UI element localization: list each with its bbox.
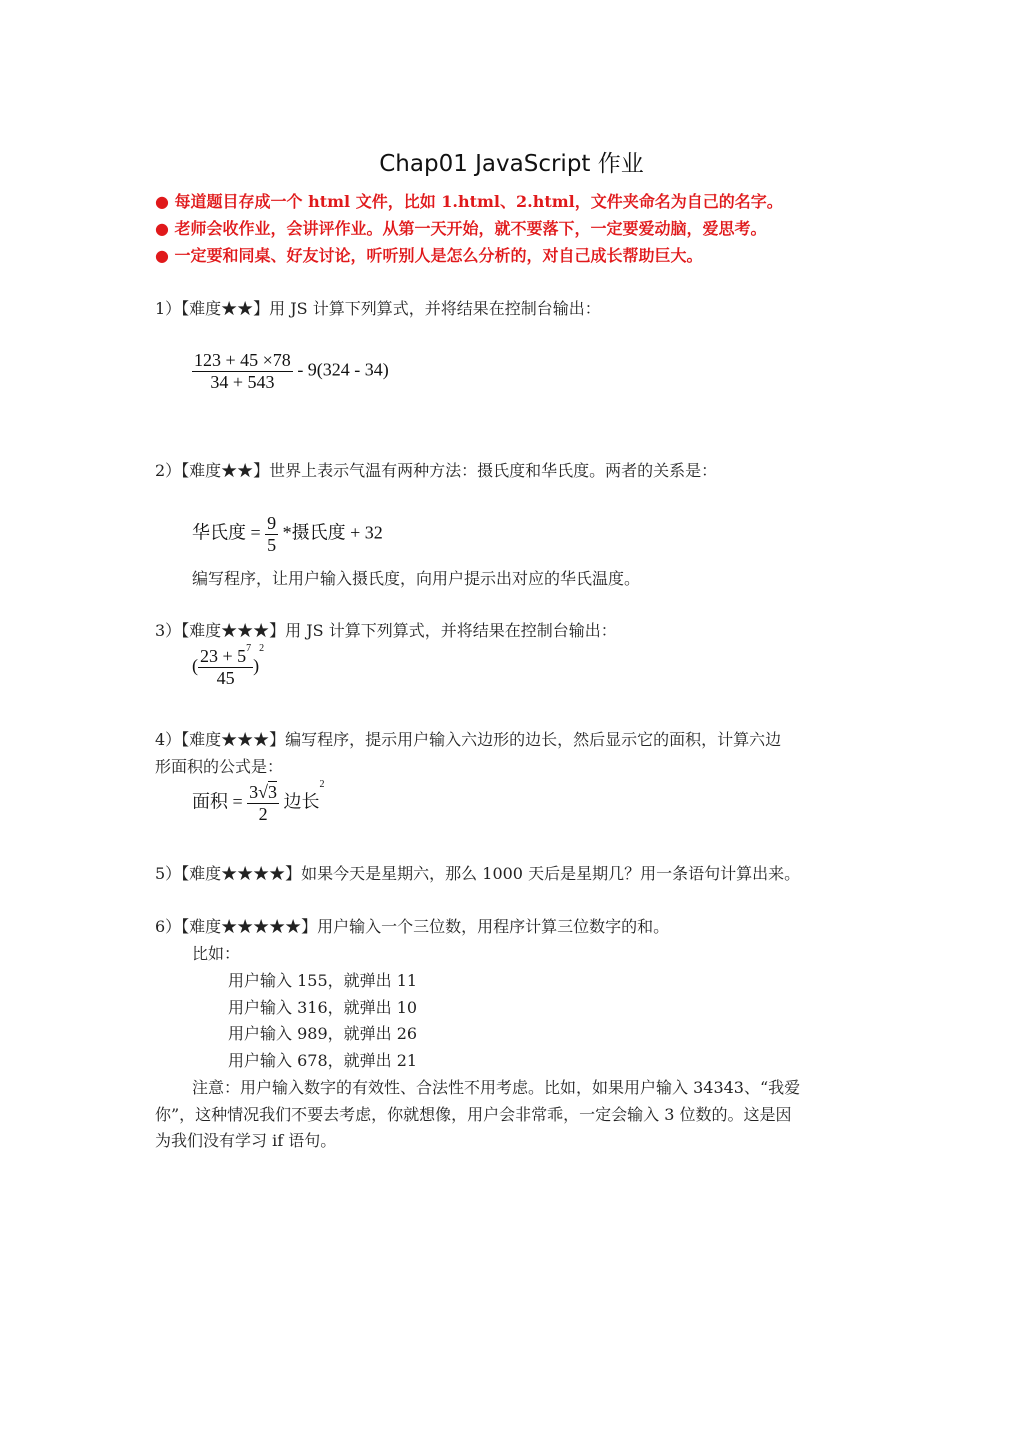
question-6-note-line-1: 注意：用户输入数字的有效性、合法性不用考虑。比如，如果用户输入 34343、“我爱	[192, 1078, 801, 1097]
question-3-label: 3）【难度★★★】用 JS 计算下列算式，并将结果在控制台输出：	[155, 621, 617, 640]
notice-2: ● 老师会收作业，会讲评作业。从第一天开始，就不要落下，一定要爱动脑，爱思考。	[155, 219, 767, 238]
question-3-open-paren: (	[192, 655, 198, 676]
page-title: Chap01 JavaScript 作业	[379, 151, 644, 177]
question-1-formula	[192, 350, 389, 392]
question-3-numerator	[198, 643, 253, 668]
question-4-formula	[192, 779, 325, 824]
question-4-label-line-2: 形面积的公式是：	[155, 757, 284, 776]
question-3-close-paren: )	[253, 655, 260, 676]
question-6-example-3: 用户输入 989，就弹出 26	[228, 1024, 418, 1043]
question-1-fraction	[192, 350, 293, 392]
question-2-fraction	[265, 513, 278, 555]
question-3-denominator: 45	[216, 667, 235, 688]
question-2-description: 编写程序，让用户输入摄氏度，向用户提示出对应的华氏温度。	[192, 569, 641, 588]
question-4-fraction	[247, 782, 279, 824]
question-1-denominator: 34 + 543	[210, 371, 275, 392]
question-6-example-2: 用户输入 316，就弹出 10	[228, 998, 418, 1017]
question-4-rhs: 边长	[283, 791, 320, 812]
question-6-note-line-3: 为我们没有学习 if 语句。	[155, 1131, 337, 1150]
question-5-label: 5）【难度★★★★】如果今天是星期六，那么 1000 天后是星期几？用一条语句计算出来。	[155, 864, 801, 883]
question-4-numerator	[247, 782, 279, 804]
question-4-denominator: 2	[258, 803, 268, 824]
question-3-numerator-exponent: 7	[246, 643, 252, 654]
question-6-example-4: 用户输入 678，就弹出 21	[228, 1051, 418, 1070]
sqrt-icon: √	[258, 782, 269, 802]
notice-3: ● 一定要和同桌、好友讨论，听听别人是怎么分析的，对自己成长帮助巨大。	[155, 246, 703, 265]
question-2-formula	[192, 513, 383, 555]
question-6-example-1: 用户输入 155，就弹出 11	[228, 971, 418, 990]
question-4-label-line-1: 4）【难度★★★】编写程序，提示用户输入六边形的边长，然后显示它的面积，计算六边	[155, 730, 782, 749]
question-6-example-intro: 比如：	[192, 944, 241, 963]
question-4-lhs: 面积 =	[192, 791, 243, 812]
question-4-coefficient: 3	[249, 782, 259, 802]
question-3-exponent: 2	[259, 643, 265, 654]
question-3-numerator-base: 23 + 5	[200, 646, 247, 666]
question-2-denominator: 5	[267, 534, 277, 555]
question-2-lhs: 华氏度 =	[192, 522, 261, 543]
question-6-label: 6）【难度★★★★★】用户输入一个三位数，用程序计算三位数字的和。	[155, 917, 670, 936]
notice-1: ● 每道题目存成一个 html 文件，比如 1.html、2.html，文件夹命名为自己的名字。	[155, 192, 783, 211]
question-1-numerator: 123 + 45 ×78	[194, 350, 291, 370]
question-2-numerator: 9	[267, 513, 277, 533]
question-4-exponent: 2	[319, 779, 325, 790]
question-2-rhs: *摄氏度 + 32	[282, 522, 383, 543]
question-1-label: 1）【难度★★】用 JS 计算下列算式，并将结果在控制台输出：	[155, 299, 601, 318]
question-3-formula	[192, 643, 265, 688]
question-4-radicand: 3	[268, 782, 278, 802]
question-3-fraction	[198, 643, 253, 688]
question-2-label: 2）【难度★★】世界上表示气温有两种方法：摄氏度和华氏度。两者的关系是：	[155, 461, 718, 480]
question-1-tail: - 9(324 - 34)	[297, 359, 389, 380]
question-6-note-line-2: 你”，这种情况我们不要去考虑，你就想像，用户会非常乖，一定会输入 3 位数的。这是因	[155, 1105, 792, 1124]
